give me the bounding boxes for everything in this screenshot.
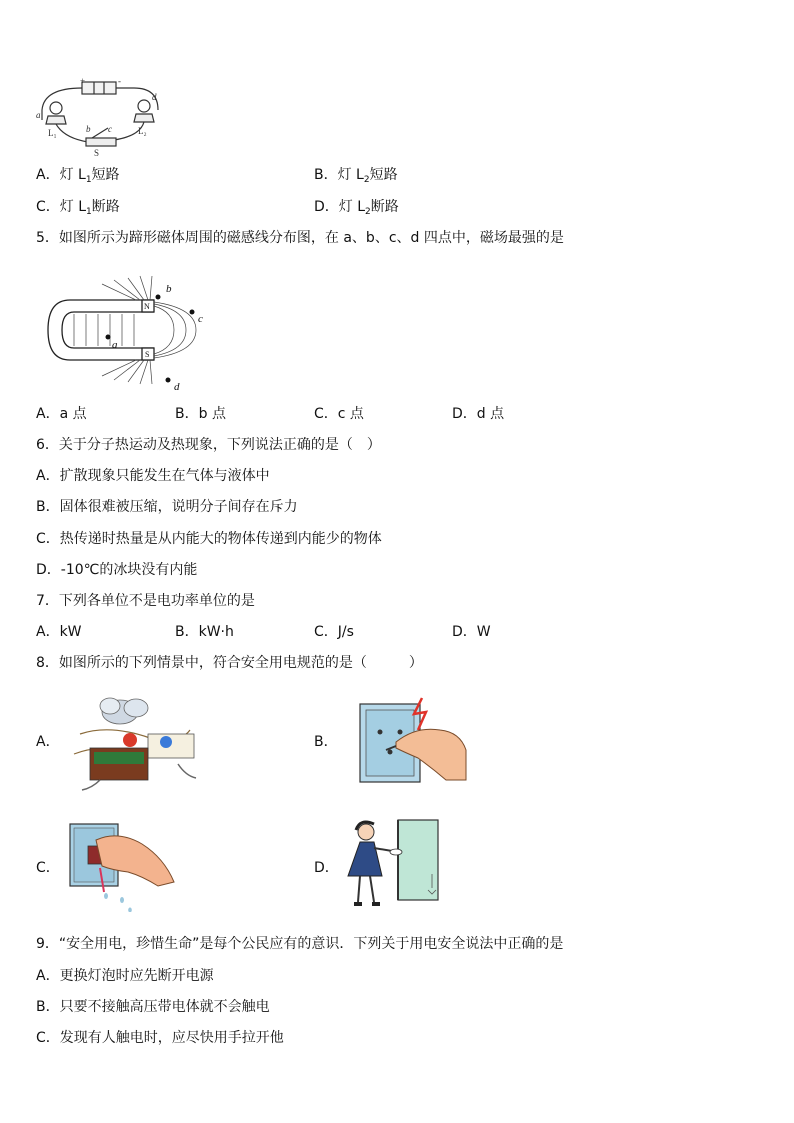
label-c: c <box>108 124 112 134</box>
point-d-label: d <box>174 381 180 393</box>
fingers-in-socket-image <box>356 696 470 784</box>
q5-option-c[interactable]: C．c 点 <box>314 406 364 422</box>
q4-option-c[interactable]: C．灯 $L_1$断路 <box>36 199 120 217</box>
point-a-label: a <box>112 339 118 351</box>
q4-option-a[interactable]: A．灯 $L_1$短路 <box>36 167 120 185</box>
q9-option-a[interactable]: A．更换灯泡时应先断开电源 <box>36 968 214 984</box>
q6-option-c[interactable]: C．热传递时热量是从内能大的物体传递到内能少的物体 <box>36 531 382 547</box>
magnet-field-diagram <box>40 272 210 394</box>
q6-option-a[interactable]: A．扩散现象只能发生在气体与液体中 <box>36 468 270 484</box>
q4-option-d[interactable]: D．灯 $L_2$断路 <box>314 199 399 217</box>
overloaded-power-strip-image <box>70 694 198 794</box>
label-d: d <box>152 92 157 102</box>
q8-option-d[interactable]: D． <box>314 860 339 876</box>
q5-option-a[interactable]: A．a 点 <box>36 406 87 422</box>
q7-option-d[interactable]: D．W <box>452 624 491 640</box>
q4-option-b[interactable]: B．灯 $L_2$短路 <box>314 167 398 185</box>
q9-option-b[interactable]: B．只要不接触高压带电体就不会触电 <box>36 999 270 1015</box>
q8-stem: 8．如图所示的下列情景中，符合安全用电规范的是（ ） <box>36 655 423 671</box>
q9-option-c[interactable]: C．发现有人触电时，应尽快用手拉开他 <box>36 1030 284 1046</box>
circuit-diagram <box>34 76 164 158</box>
q5-stem: 5．如图所示为蹄形磁体周围的磁感线分布图，在 a、b、c、d 四点中，磁场最强的是 <box>36 230 564 246</box>
girl-wiping-switch-image <box>346 816 442 916</box>
q8-option-c[interactable]: C． <box>36 860 60 876</box>
plus-sign: + <box>80 76 86 86</box>
q7-stem: 7．下列各单位不是电功率单位的是 <box>36 593 255 609</box>
q8-option-a[interactable]: A． <box>36 734 60 750</box>
point-b-label: b <box>166 283 172 295</box>
q5-option-b[interactable]: B．b 点 <box>175 406 226 422</box>
minus-sign: - <box>118 76 121 86</box>
q7-option-c[interactable]: C．J/s <box>314 624 354 640</box>
q5-option-d[interactable]: D．d 点 <box>452 406 505 422</box>
south-pole-label: S <box>145 350 150 359</box>
q6-option-d[interactable]: D．-10℃的冰块没有内能 <box>36 562 198 578</box>
q6-stem: 6．关于分子热运动及热现象，下列说法正确的是（ ） <box>36 437 381 453</box>
point-c-label: c <box>198 313 203 325</box>
q8-option-b[interactable]: B． <box>314 734 338 750</box>
label-b: b <box>86 124 91 134</box>
label-l1: L₁ <box>48 128 57 138</box>
label-l2: L₂ <box>138 126 147 136</box>
wet-hand-plug-image <box>66 820 180 912</box>
q7-option-a[interactable]: A．kW <box>36 624 82 640</box>
label-s: S <box>94 148 100 158</box>
label-a: a <box>36 110 41 120</box>
q6-option-b[interactable]: B．固体很难被压缩，说明分子间存在斥力 <box>36 499 298 515</box>
q7-option-b[interactable]: B．kW·h <box>175 624 234 640</box>
north-pole-label: N <box>144 302 150 311</box>
q9-stem: 9．“安全用电，珍惜生命”是每个公民应有的意识．下列关于用电安全说法中正确的是 <box>36 936 564 952</box>
